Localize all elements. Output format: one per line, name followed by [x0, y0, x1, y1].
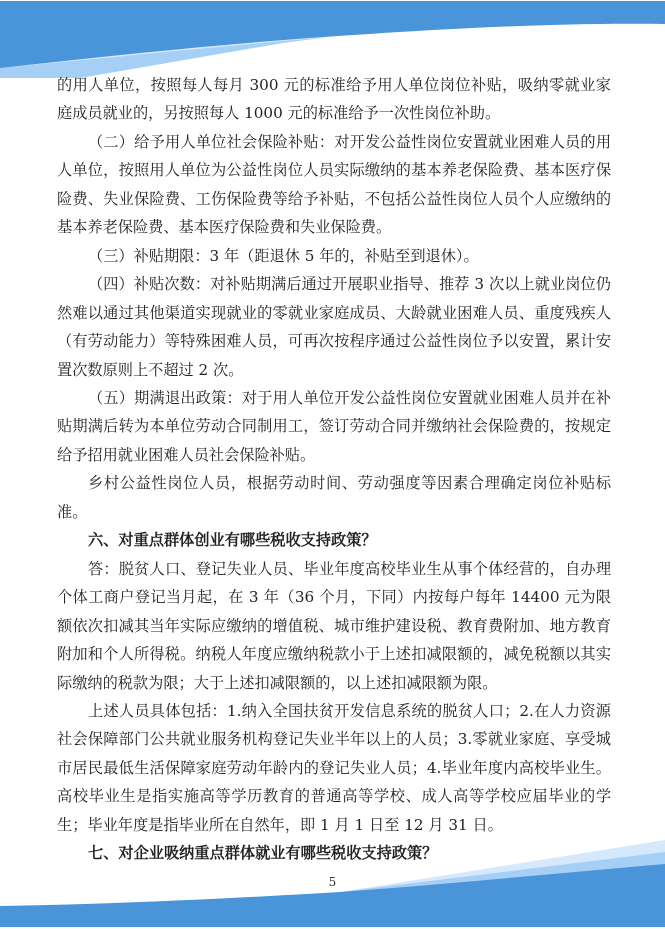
paragraph-subsidy-count	[57, 270, 611, 384]
page-number: 5	[328, 875, 337, 889]
paragraph-lead: （五）期满退出政策：	[88, 388, 242, 407]
paragraph-eligible-persons	[57, 697, 611, 839]
paragraph-text: 3 年（距退休 5 年的，补贴至到退休）。	[209, 246, 479, 265]
section-heading-7: 七、对企业吸纳重点群体就业有哪些税收支持政策？	[88, 844, 438, 863]
paragraph-lead: （四）补贴次数：	[88, 275, 211, 294]
paragraph-lead: （三）补贴期限：	[88, 246, 210, 265]
paragraph-text: 对开发公益性岗位安置就业困难人员的用人单位，按照用人单位为公益性岗位人员实际缴纳的基本养老保险费、基本医疗保险费、失业保险费、工伤保险费等给予补贴，不包括公益性岗位人员个人应缴纳的基本养老保险费、基本医疗保险费和失业保险费。	[57, 132, 612, 237]
paragraph-post-subsidy	[57, 71, 611, 128]
paragraph-text: 对补贴期满后通过开展职业指导、推荐 3 次以上就业岗位仍然难以通过其他渠道实现就业的零就业家庭成员、大龄就业困难人员、重度残疾人（有劳动能力）等特殊困难人员，可再次按程序通过公益性岗位予以安置，累计安置次数原则上不超过 2 次。	[57, 275, 611, 379]
paragraph-exit-policy	[57, 384, 611, 469]
paragraph-social-insurance-subsidy	[57, 128, 611, 242]
paragraph-lead: （二）给予用人单位社会保险补贴：	[88, 132, 335, 151]
paragraph-subsidy-period	[57, 242, 611, 270]
paragraph-text: 的用人单位，按照每人每月 300 元的标准给予用人单位岗位补贴，吸纳零就业家庭成员就业的，另按照每人 1000 元的标准给予一次性岗位补助。	[57, 76, 611, 123]
paragraph-rural-posts	[57, 469, 611, 526]
header-wave-decoration	[0, 0, 665, 80]
paragraph-text: 乡村公益性岗位人员，根据劳动时间、劳动强度等因素合理确定岗位补贴标准。	[57, 474, 611, 521]
section-heading-6: 六、对重点群体创业有哪些税收支持政策？	[88, 531, 377, 550]
document-body	[57, 71, 611, 868]
paragraph-text: 对于用人单位开发公益性岗位安置就业困难人员并在补贴期满后转为本单位劳动合同制用工，签订劳动合同并缴纳社会保险费的，按规定给予招用就业困难人员社会保险补贴。	[57, 388, 612, 464]
footer-wave-decoration	[0, 840, 665, 929]
paragraph-text: 答：脱贫人口、登记失业人员、毕业年度高校毕业生从事个体经营的，自办理个体工商户登记当月起，在 3 年（36 个月，下同）内按每户每年 14400 元为限额依次扣减其当年实际应缴纳的增值税、城市维护建设税、教育费附加、地方教育附加和个人所得税。纳税人年度应缴纳税款小于上述扣减限额的，减免税额以其实际缴纳的税款为限；大于上述扣减限额的，以上述扣减限额为限。	[57, 559, 611, 692]
paragraph-text: 上述人员具体包括：1.纳入全国扶贫开发信息系统的脱贫人口；2.在人力资源社会保障部门公共就业服务机构登记失业半年以上的人员；3.零就业家庭、享受城市居民最低生活保障家庭劳动年龄内的登记失业人员；4.毕业年度内高校毕业生。高校毕业生是指实施高等学历教育的普通高等学校、成人高等学校应届毕业的学生；毕业年度是指毕业所在自然年，即 1 月 1 日至 12 月 31 日。	[57, 701, 611, 834]
paragraph-answer-6	[57, 555, 611, 697]
